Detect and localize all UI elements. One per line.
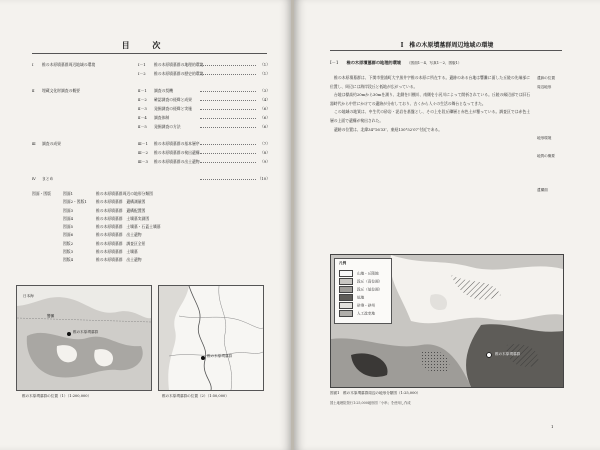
legend-swatch bbox=[339, 302, 353, 309]
legend-title: 凡例 bbox=[339, 261, 347, 265]
figure-desc: 椎の木原墳墓群 調査区全景 bbox=[96, 240, 146, 246]
toc-sub-num: Ⅰ－2 bbox=[138, 71, 146, 76]
toc-num: Ⅳ bbox=[32, 176, 36, 181]
section-title: 椎の木原墳墓群の地理的環境 bbox=[346, 60, 401, 65]
figure-row[interactable] bbox=[30, 198, 270, 206]
toc-chapter-title: 調査の成果 bbox=[42, 141, 61, 146]
figure-label: 図面1 bbox=[63, 191, 74, 196]
toc-sub-title: 椎の木原墳墓群の歴史的環境 bbox=[154, 71, 204, 76]
location-map-regional[interactable] bbox=[16, 285, 152, 391]
toc-page: （3） bbox=[259, 88, 270, 93]
chapter-title: Ⅰ 椎の木原墳墓群周辺地域の環境 bbox=[400, 42, 494, 49]
leader-dots bbox=[200, 109, 256, 110]
toc-sub-num: Ⅱ－1 bbox=[138, 88, 147, 93]
legend-swatch bbox=[339, 278, 353, 285]
legend-label: 段丘（低位面） bbox=[357, 287, 383, 292]
figure-row[interactable] bbox=[30, 215, 270, 223]
legend-item bbox=[339, 294, 364, 301]
toc-sub-title: 確認調査の経緯と成果 bbox=[154, 97, 192, 102]
terrain-map-caption: 図面1 椎の木原墳墓群周辺の地形分類図（1:25,000） bbox=[330, 391, 421, 395]
legend-swatch bbox=[339, 270, 353, 277]
regional-map-drawing bbox=[17, 286, 151, 390]
toc-row[interactable] bbox=[30, 148, 270, 157]
paragraph: 遺跡の位置は、北緯34°16′33″、東経130°52′07″付近である。 bbox=[334, 126, 443, 132]
toc-sub-title: 椎の木原墳墓群の基本層序 bbox=[154, 141, 200, 146]
figure-row[interactable] bbox=[30, 240, 270, 248]
toc-row[interactable] bbox=[30, 174, 270, 183]
toc-title: 目 次 bbox=[121, 40, 171, 50]
toc-page: （1） bbox=[259, 62, 270, 67]
toc-page: （9） bbox=[259, 159, 270, 164]
figure-desc: 椎の木原墳墓群 土壙墓 bbox=[96, 249, 138, 255]
terrain-site-label: 椎の木原墳墓群 bbox=[495, 352, 521, 356]
toc-sub-num: Ⅲ－1 bbox=[138, 141, 148, 146]
terrain-map-note: 国土地理院発行1:25,000地形図「小串」を使用し作成 bbox=[330, 401, 411, 405]
map1-bay-label: 響灘 bbox=[47, 314, 55, 318]
toc-row[interactable] bbox=[30, 60, 270, 69]
toc-row[interactable] bbox=[30, 139, 270, 148]
toc-row[interactable] bbox=[30, 113, 270, 122]
toc-row[interactable] bbox=[30, 122, 270, 131]
figure-label: 図面6 bbox=[63, 232, 74, 238]
paragraph: この地域の地質は、中生代の砂岩・泥岩を基盤とし、その上を段丘礫層と赤色土が覆っている。調査区では赤色土層の上面で遺構が検出された。 bbox=[330, 109, 530, 123]
figure-list-header: 図面・図版 bbox=[32, 191, 51, 196]
toc-sub-num: Ⅱ－5 bbox=[138, 124, 147, 129]
figure-desc: 椎の木原墳墓群 遺構測量図 bbox=[96, 199, 146, 205]
figure-desc: 椎の木原墳墓群 土壙墓・石蓋土壙墓 bbox=[96, 224, 161, 230]
section-reference: （図面1－4、写真1－2、図版1） bbox=[406, 61, 462, 65]
toc-row[interactable] bbox=[30, 104, 270, 113]
legend-label: 山地・丘陵地 bbox=[357, 271, 379, 276]
leader-dots bbox=[200, 65, 256, 66]
toc-sub-title: 発掘調査の経緯と実施 bbox=[154, 106, 192, 111]
margin-note: 地質の概要 bbox=[537, 154, 555, 158]
margin-note: 周辺地形 bbox=[537, 85, 552, 89]
figure-row[interactable] bbox=[30, 248, 270, 256]
figure-label: 図面3 bbox=[63, 207, 74, 213]
legend-swatch bbox=[339, 294, 353, 301]
toc-num: Ⅱ bbox=[32, 88, 35, 93]
leader-dots bbox=[200, 179, 256, 180]
toc-sub-num: Ⅱ－4 bbox=[138, 115, 147, 120]
toc-sub-title: 調査の契機 bbox=[154, 88, 173, 93]
chapter-rule bbox=[330, 50, 562, 51]
margin-note: 地形環境 bbox=[537, 136, 552, 140]
legend-item bbox=[339, 302, 375, 309]
paragraph: 椎の木原墳墓群は、下関市豊浦町大字黒井字椎の木原に所在する。遺跡のある台地は響灘に面した丘陵の先端部に位置し、周辺には海岸段丘と低地が広がっている。 bbox=[330, 75, 530, 89]
toc-page: （1） bbox=[259, 71, 270, 76]
toc-sub-num: Ⅲ－3 bbox=[138, 159, 148, 164]
toc-chapter-title: まとめ bbox=[42, 176, 54, 181]
legend-label: 段丘（高位面） bbox=[357, 279, 383, 284]
toc-page: （8） bbox=[259, 150, 270, 155]
toc-page: （6） bbox=[259, 106, 270, 111]
leader-dots bbox=[200, 144, 256, 145]
toc-sub-title: 椎の木原墳墓群の地理的環境 bbox=[154, 62, 204, 67]
figure-label: 図面5 bbox=[63, 224, 74, 230]
figure-row[interactable] bbox=[30, 223, 270, 231]
figure-label: 図面4 bbox=[63, 215, 74, 221]
figure-desc: 椎の木原墳墓群 出土遺物 bbox=[96, 257, 142, 263]
toc-sub-num: Ⅲ－2 bbox=[138, 150, 148, 155]
legend-label: 低地 bbox=[357, 295, 365, 300]
map1-sea-label: 日本海 bbox=[23, 294, 34, 298]
table-of-contents bbox=[30, 60, 270, 183]
figure-label: 図版4 bbox=[63, 257, 74, 263]
body-text bbox=[330, 74, 530, 134]
map-legend bbox=[334, 258, 392, 324]
leader-dots bbox=[200, 100, 256, 101]
legend-label: 人工改変地 bbox=[357, 311, 375, 316]
figure-list bbox=[30, 190, 270, 265]
leader-dots bbox=[200, 118, 256, 119]
toc-chapter-title: 埋蔵文化財調査の概要 bbox=[42, 88, 80, 93]
leader-dots bbox=[200, 91, 256, 92]
toc-page: （4） bbox=[259, 97, 270, 102]
toc-page: （6） bbox=[259, 124, 270, 129]
toc-page: （6） bbox=[259, 115, 270, 120]
toc-page: （10） bbox=[257, 176, 270, 181]
margin-note: 遺構面 bbox=[537, 188, 548, 192]
legend-swatch bbox=[339, 286, 353, 293]
leader-dots bbox=[200, 74, 256, 75]
section-heading bbox=[330, 60, 462, 66]
figure-label: 図版3 bbox=[63, 249, 74, 255]
legend-label: 砂堆・砂州 bbox=[357, 303, 375, 308]
toc-sub-title: 発掘調査の方法 bbox=[154, 124, 181, 129]
toc-sub-title: 椎の木原墳墓群の出土遺物 bbox=[154, 159, 200, 164]
leader-dots bbox=[200, 153, 256, 154]
toc-sub-num: Ⅱ－3 bbox=[138, 106, 147, 111]
page-number: 1 bbox=[551, 424, 554, 429]
margin-note: 遺跡の位置 bbox=[537, 76, 555, 80]
legend-item bbox=[339, 270, 379, 277]
toc-sub-title: 椎の木原墳墓群の検出遺構 bbox=[154, 150, 200, 155]
map2-caption: 椎の木原墳墓群の位置（2）（1:50,000） bbox=[162, 394, 229, 398]
toc-row[interactable] bbox=[30, 86, 270, 95]
toc-row[interactable] bbox=[30, 69, 270, 78]
legend-item bbox=[339, 310, 375, 317]
figure-desc: 椎の木原墳墓群 土壙墓実測図 bbox=[96, 215, 150, 221]
map2-site-label: 椎の木原墳墓群 bbox=[207, 354, 233, 358]
figure-desc: 椎の木原墳墓群 遺構配置図 bbox=[96, 207, 146, 213]
legend-item bbox=[339, 278, 382, 285]
figure-label: 図面2・図版1 bbox=[63, 199, 87, 205]
figure-desc: 椎の木原墳墓群 出土遺物 bbox=[96, 232, 142, 238]
figure-label: 図版2 bbox=[63, 240, 74, 246]
map1-site-label: 椎の木原墳墓群 bbox=[73, 330, 99, 334]
figure-row[interactable] bbox=[30, 256, 270, 264]
figure-desc: 椎の木原墳墓群周辺の地形分類図 bbox=[96, 191, 153, 196]
toc-row[interactable] bbox=[30, 95, 270, 104]
figure-row[interactable] bbox=[30, 231, 270, 239]
toc-num: Ⅰ bbox=[32, 62, 34, 67]
toc-rule bbox=[32, 53, 267, 54]
local-map-drawing bbox=[159, 286, 263, 390]
toc-chapter-title: 椎の木原墳墓群周辺地域の環境 bbox=[42, 62, 96, 67]
toc-num: Ⅲ bbox=[32, 141, 36, 146]
legend-swatch bbox=[339, 310, 353, 317]
figure-row[interactable] bbox=[30, 207, 270, 215]
toc-sub-title: 調査体制 bbox=[154, 115, 170, 120]
map1-caption: 椎の木原墳墓群の位置（1）（1:200,000） bbox=[22, 394, 92, 398]
leader-dots bbox=[200, 127, 256, 128]
legend-item bbox=[339, 286, 382, 293]
paragraph: 台地は標高約20mから30mを測り、北側を川棚川、南側を小河川によって開析されている。丘陵の縁辺部では旧石器時代から中世にかけての遺跡が分布しており、古くから人々の生活の舞台となってきた。 bbox=[330, 92, 530, 106]
location-map-local[interactable] bbox=[158, 285, 264, 391]
toc-sub-num: Ⅱ－2 bbox=[138, 97, 147, 102]
toc-sub-num: Ⅰ－1 bbox=[138, 62, 146, 67]
toc-page: （7） bbox=[259, 141, 270, 146]
figure-row[interactable] bbox=[30, 190, 270, 198]
toc-row[interactable] bbox=[30, 157, 270, 166]
leader-dots bbox=[200, 162, 256, 163]
section-number: Ⅰ－1 bbox=[330, 60, 339, 65]
